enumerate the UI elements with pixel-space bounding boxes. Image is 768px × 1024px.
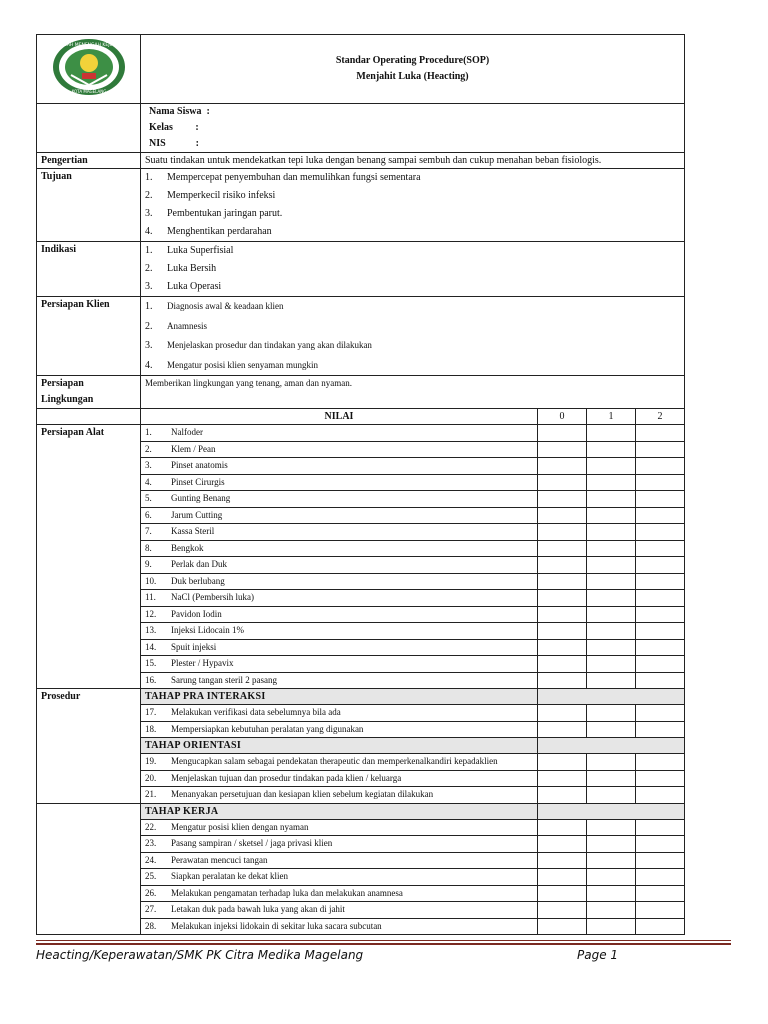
score-cell[interactable] (538, 705, 587, 722)
score-cell[interactable] (636, 902, 685, 919)
score-cell[interactable] (636, 623, 685, 640)
list-item: 9. Perlak dan Duk (141, 557, 538, 574)
page-footer (36, 948, 696, 962)
list-item: 16. Sarung tangan steril 2 pasang (141, 672, 538, 689)
score-cell[interactable] (636, 787, 685, 804)
score-cell[interactable] (538, 656, 587, 673)
list-item: 1. Diagnosis awal & keadaan klien (145, 301, 284, 312)
list-item: 17. Melakukan verifikasi data sebelumnya bila ada (141, 705, 538, 722)
score-cell[interactable] (538, 606, 587, 623)
score-cell[interactable] (587, 540, 636, 557)
table-row (37, 425, 685, 442)
score-cell[interactable] (538, 902, 587, 919)
score-cell[interactable] (636, 754, 685, 771)
score-cell[interactable] (538, 524, 587, 541)
score-cell[interactable] (636, 573, 685, 590)
list-item: 3. Pembentukan jaringan parut. (145, 208, 283, 219)
score-cell[interactable] (538, 852, 587, 869)
score-cell[interactable] (636, 507, 685, 524)
list-item: 5. Gunting Benang (141, 491, 538, 508)
title-cell (141, 35, 685, 104)
score-cell[interactable] (587, 491, 636, 508)
score-cell[interactable] (587, 573, 636, 590)
score-cell[interactable] (538, 491, 587, 508)
score-cell[interactable] (538, 458, 587, 475)
svg-text:SEKOLAH MENENGAH KEJURUAN: SEKOLAH MENENGAH KEJURUAN (51, 42, 126, 48)
student-name-field: Nama Siswa : (149, 106, 210, 117)
score-cell[interactable] (636, 721, 685, 738)
score-cell[interactable] (538, 787, 587, 804)
list-item: 15. Plester / Hypavix (141, 656, 538, 673)
nilai-header: NILAI (141, 409, 538, 425)
student-nis-field: NIS : (149, 138, 200, 149)
logo-cell (37, 35, 141, 104)
list-item: 21. Menanyakan persetujuan dan kesiapan klien sebelum kegiatan dilakukan (141, 787, 538, 804)
page-number: Page 1 (577, 948, 619, 962)
score-cell[interactable] (636, 590, 685, 607)
school-logo (49, 37, 129, 97)
score-cell[interactable] (538, 623, 587, 640)
list-item: 23. Pasang sampiran / sketsel / jaga privasi klien (141, 836, 538, 853)
score-cell[interactable] (538, 836, 587, 853)
pengertian-label: Pengertian (37, 153, 141, 169)
list-item: 2. Memperkecil risiko infeksi (145, 190, 276, 201)
score-cell[interactable] (587, 918, 636, 935)
sop-table (36, 34, 685, 935)
score-2-header: 2 (636, 409, 685, 425)
score-cell[interactable] (587, 474, 636, 491)
persiapan-alat-section (37, 425, 685, 689)
list-item: 25. Siapkan peralatan ke dekat klien (141, 869, 538, 886)
score-cell[interactable] (587, 623, 636, 640)
list-item: 13. Injeksi Lidocain 1% (141, 623, 538, 640)
list-item: 12. Pavidon Iodin (141, 606, 538, 623)
persiapan-alat-label: Persiapan Alat (37, 425, 141, 689)
list-item: 20. Menjelaskan tujuan dan prosedur tindakan pada klien / keluarga (141, 770, 538, 787)
doc-title: Standar Operating Procedure(SOP) (335, 55, 490, 66)
list-item: 4. Mengatur posisi klien senyaman mungkin (145, 359, 318, 371)
score-cell[interactable] (538, 819, 587, 836)
list-item: 3. Luka Operasi (145, 281, 222, 292)
score-cell[interactable] (587, 885, 636, 902)
sop-document (36, 34, 684, 935)
score-cell[interactable] (538, 869, 587, 886)
score-cell[interactable] (636, 474, 685, 491)
score-cell[interactable] (587, 656, 636, 673)
score-cell[interactable] (538, 441, 587, 458)
score-cell[interactable] (587, 458, 636, 475)
list-item: 24. Perawatan mencuci tangan (141, 852, 538, 869)
score-cell[interactable] (538, 540, 587, 557)
list-item: 28. Melakukan injeksi lidokain di sekitar luka sacara subcutan (141, 918, 538, 935)
score-cell[interactable] (636, 672, 685, 689)
score-cell[interactable] (538, 754, 587, 771)
list-item: 10. Duk berlubang (141, 573, 538, 590)
footer-title: Heacting/Keperawatan/SMK PK Citra Medika Magelang (36, 948, 364, 962)
score-cell[interactable] (587, 606, 636, 623)
score-cell[interactable] (538, 425, 587, 442)
score-cell[interactable] (587, 770, 636, 787)
score-cell[interactable] (636, 606, 685, 623)
score-cell[interactable] (636, 770, 685, 787)
score-cell[interactable] (587, 507, 636, 524)
score-cell[interactable] (587, 639, 636, 656)
list-item: 19. Mengucapkan salam sebagai pendekatan therapeutic dan memperkenalkandiri kepadaklien (141, 754, 538, 771)
svg-text:KOTA MAGELANG: KOTA MAGELANG (71, 88, 106, 94)
score-cell[interactable] (636, 524, 685, 541)
score-cell[interactable] (587, 754, 636, 771)
score-cell[interactable] (587, 524, 636, 541)
doc-subtitle: Menjahit Luka (Heacting) (356, 71, 469, 82)
stage-row (37, 803, 685, 819)
score-cell[interactable] (636, 852, 685, 869)
score-cell[interactable] (587, 902, 636, 919)
score-cell[interactable] (538, 672, 587, 689)
score-cell[interactable] (538, 474, 587, 491)
stage-title: TAHAP ORIENTASI (141, 738, 538, 754)
footer-divider (36, 940, 731, 945)
score-cell[interactable] (538, 721, 587, 738)
score-cell[interactable] (636, 656, 685, 673)
list-item: 11. NaCl (Pembersih luka) (141, 590, 538, 607)
score-cell[interactable] (538, 770, 587, 787)
stage-row (37, 689, 685, 705)
score-cell[interactable] (636, 705, 685, 722)
list-item: 3. Pinset anatomis (141, 458, 538, 475)
list-item: 27. Letakan duk pada bawah luka yang akan di jahit (141, 902, 538, 919)
score-cell[interactable] (636, 557, 685, 574)
list-item: 1. Nalfoder (141, 425, 538, 442)
score-cell[interactable] (636, 458, 685, 475)
score-0-header: 0 (538, 409, 587, 425)
score-cell[interactable] (587, 557, 636, 574)
score-cell[interactable] (587, 441, 636, 458)
list-item: 1. Luka Superfisial (145, 245, 234, 256)
score-cell[interactable] (587, 869, 636, 886)
score-cell[interactable] (636, 918, 685, 935)
tujuan-label: Tujuan (37, 169, 141, 242)
score-1-header: 1 (587, 409, 636, 425)
indikasi-label: Indikasi (37, 242, 141, 297)
score-cell[interactable] (587, 787, 636, 804)
score-cell[interactable] (538, 507, 587, 524)
score-cell[interactable] (587, 852, 636, 869)
score-cell[interactable] (636, 639, 685, 656)
list-item: 4. Pinset Cirurgis (141, 474, 538, 491)
persiapan-klien-list (141, 297, 685, 376)
score-cell[interactable] (636, 425, 685, 442)
stage-title: TAHAP PRA INTERAKSI (141, 689, 538, 705)
list-item: 7. Kassa Steril (141, 524, 538, 541)
list-item: 4. Menghentikan perdarahan (145, 226, 272, 237)
score-cell[interactable] (538, 639, 587, 656)
score-cell[interactable] (636, 540, 685, 557)
prosedur-label: Prosedur (37, 689, 141, 804)
score-cell[interactable] (538, 590, 587, 607)
persiapan-klien-label: Persiapan Klien (37, 297, 141, 376)
list-item: 22. Mengatur posisi klien dengan nyaman (141, 819, 538, 836)
score-cell[interactable] (538, 885, 587, 902)
list-item: 26. Melakukan pengamatan terhadap luka dan melakukan anamnesa (141, 885, 538, 902)
list-item: 2. Luka Bersih (145, 263, 217, 274)
list-item: 2. Anamnesis (145, 320, 207, 332)
score-cell[interactable] (587, 590, 636, 607)
score-cell[interactable] (538, 557, 587, 574)
list-item: 6. Jarum Cutting (141, 507, 538, 524)
list-item: 14. Spuit injeksi (141, 639, 538, 656)
stage-title: TAHAP KERJA (141, 803, 538, 819)
list-item: 1. Mempercepat penyembuhan dan memulihkan fungsi sementara (145, 172, 421, 183)
persiapan-lingkungan-label: Persiapan Lingkungan (37, 376, 141, 409)
score-cell[interactable] (636, 836, 685, 853)
list-item: 3. Menjelaskan prosedur dan tindakan yang akan dilakukan (145, 340, 372, 351)
score-cell[interactable] (587, 672, 636, 689)
score-cell[interactable] (587, 425, 636, 442)
pengertian-text: Suatu tindakan untuk mendekatkan tepi luka dengan benang sampai sembuh dan cukup menahan beban fisiologis. (141, 153, 685, 169)
score-cell[interactable] (538, 918, 587, 935)
list-item: 2. Klem / Pean (141, 441, 538, 458)
score-cell[interactable] (587, 836, 636, 853)
persiapan-lingkungan-text: Memberikan lingkungan yang tenang, aman dan nyaman. (141, 376, 685, 409)
score-cell[interactable] (587, 721, 636, 738)
score-cell[interactable] (636, 441, 685, 458)
indikasi-list (141, 242, 685, 297)
student-class-field: Kelas : (149, 122, 199, 133)
score-cell[interactable] (636, 885, 685, 902)
score-cell[interactable] (587, 819, 636, 836)
student-info (141, 104, 685, 153)
score-cell[interactable] (636, 491, 685, 508)
prosedur-section (37, 689, 685, 935)
list-item: 18. Mempersiapkan kebutuhan peralatan yang digunakan (141, 721, 538, 738)
score-cell[interactable] (587, 705, 636, 722)
score-cell[interactable] (538, 573, 587, 590)
score-cell[interactable] (636, 819, 685, 836)
tujuan-list (141, 169, 685, 242)
list-item: 8. Bengkok (141, 540, 538, 557)
score-cell[interactable] (636, 869, 685, 886)
